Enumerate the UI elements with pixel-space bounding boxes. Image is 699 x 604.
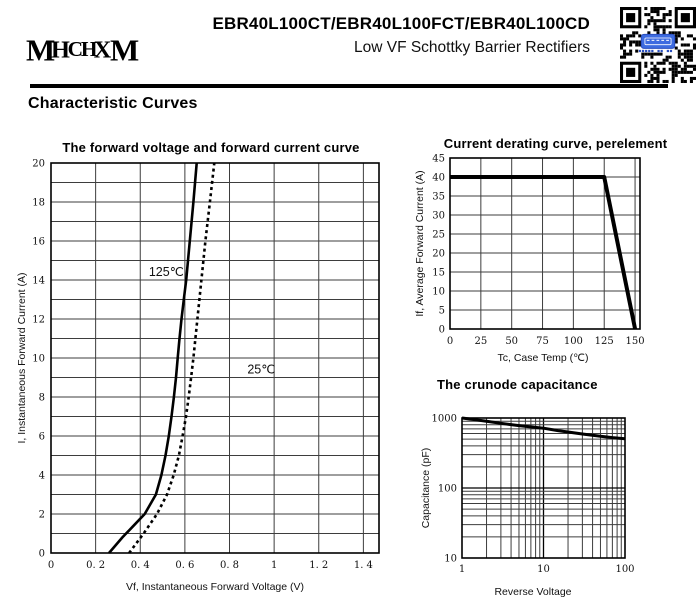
header-title-block: [150, 14, 590, 57]
svg-text:0. 2: 0. 2: [86, 560, 106, 571]
svg-text:0: 0: [47, 560, 55, 571]
svg-text:8: 8: [38, 392, 45, 404]
capacitance-chart-title: The crunode capacitance: [437, 377, 598, 392]
svg-text:16: 16: [32, 236, 45, 248]
svg-text:10: 10: [32, 353, 45, 365]
svg-text:100: 100: [615, 564, 635, 575]
derating-xlabel: Tc, Case Temp (℃): [497, 352, 589, 364]
svg-text:10: 10: [444, 553, 457, 565]
capacitance-xlabel: Reverse Voltage: [494, 586, 572, 598]
svg-text:100: 100: [563, 336, 583, 347]
svg-text:M: M: [110, 32, 140, 68]
svg-text:25: 25: [432, 229, 445, 241]
svg-text:X: X: [93, 36, 112, 64]
svg-text:25℃: 25℃: [247, 362, 276, 377]
svg-text:35: 35: [432, 191, 445, 203]
svg-text:50: 50: [505, 336, 519, 347]
svg-text:1: 1: [458, 564, 466, 575]
svg-text:1000: 1000: [431, 413, 457, 425]
svg-text:125: 125: [594, 336, 614, 347]
svg-text:45: 45: [432, 153, 445, 165]
svg-text:1: 1: [270, 560, 278, 571]
forward-ylabel: I, Instantaneous Forward Current (A): [16, 272, 28, 444]
derating-chart: [412, 130, 699, 352]
forward-chart-title: The forward voltage and forward current curve: [62, 140, 360, 155]
forward-xlabel: Vf, Instantaneous Forward Voltage (V): [125, 581, 304, 593]
derating-ylabel: If, Average Forward Current (A): [414, 170, 426, 317]
svg-text:18: 18: [32, 197, 45, 209]
svg-text:12: 12: [32, 314, 45, 326]
svg-text:0. 4: 0. 4: [130, 560, 150, 571]
svg-text:0. 6: 0. 6: [175, 560, 195, 571]
qr-code-icon: [620, 7, 696, 83]
svg-text:2: 2: [38, 509, 45, 521]
svg-text:40: 40: [432, 172, 445, 184]
svg-text:5: 5: [438, 305, 445, 317]
svg-text:30: 30: [432, 210, 445, 222]
svg-text:10: 10: [432, 286, 445, 298]
header-divider: [30, 84, 668, 88]
svg-text:75: 75: [536, 336, 549, 347]
svg-text:C: C: [67, 36, 84, 61]
capacitance-chart: [412, 372, 699, 584]
svg-text:14: 14: [32, 275, 45, 287]
svg-text:100: 100: [437, 483, 457, 495]
svg-text:0. 8: 0. 8: [219, 560, 240, 571]
svg-text:H: H: [80, 36, 98, 61]
doc-subtitle: Low VF Schottky Barrier Rectifiers: [353, 39, 590, 56]
svg-text:H: H: [51, 36, 70, 64]
doc-title: EBR40L100CT/EBR40L100FCT/EBR40L100CD: [212, 14, 590, 33]
forward-voltage-chart: [10, 130, 412, 582]
svg-text:10: 10: [537, 564, 550, 575]
brand-logo: [26, 10, 138, 76]
svg-text:0: 0: [38, 548, 45, 560]
svg-text:25: 25: [474, 336, 488, 347]
svg-text:125℃: 125℃: [148, 265, 184, 280]
svg-text:6: 6: [38, 431, 45, 443]
svg-text:M: M: [26, 32, 56, 68]
svg-text:20: 20: [432, 248, 445, 260]
derating-chart-title: Current derating curve, perelement: [443, 136, 668, 151]
svg-text:1. 2: 1. 2: [309, 560, 329, 571]
svg-text:20: 20: [32, 158, 45, 170]
svg-text:0: 0: [438, 324, 445, 336]
svg-text:1. 4: 1. 4: [353, 560, 373, 571]
capacitance-ylabel: Capacitance (pF): [420, 447, 432, 529]
svg-text:0: 0: [446, 336, 454, 347]
svg-text:4: 4: [38, 470, 45, 482]
svg-text:15: 15: [432, 267, 445, 279]
section-heading: Characteristic Curves: [28, 95, 198, 112]
svg-text:150: 150: [625, 336, 645, 347]
